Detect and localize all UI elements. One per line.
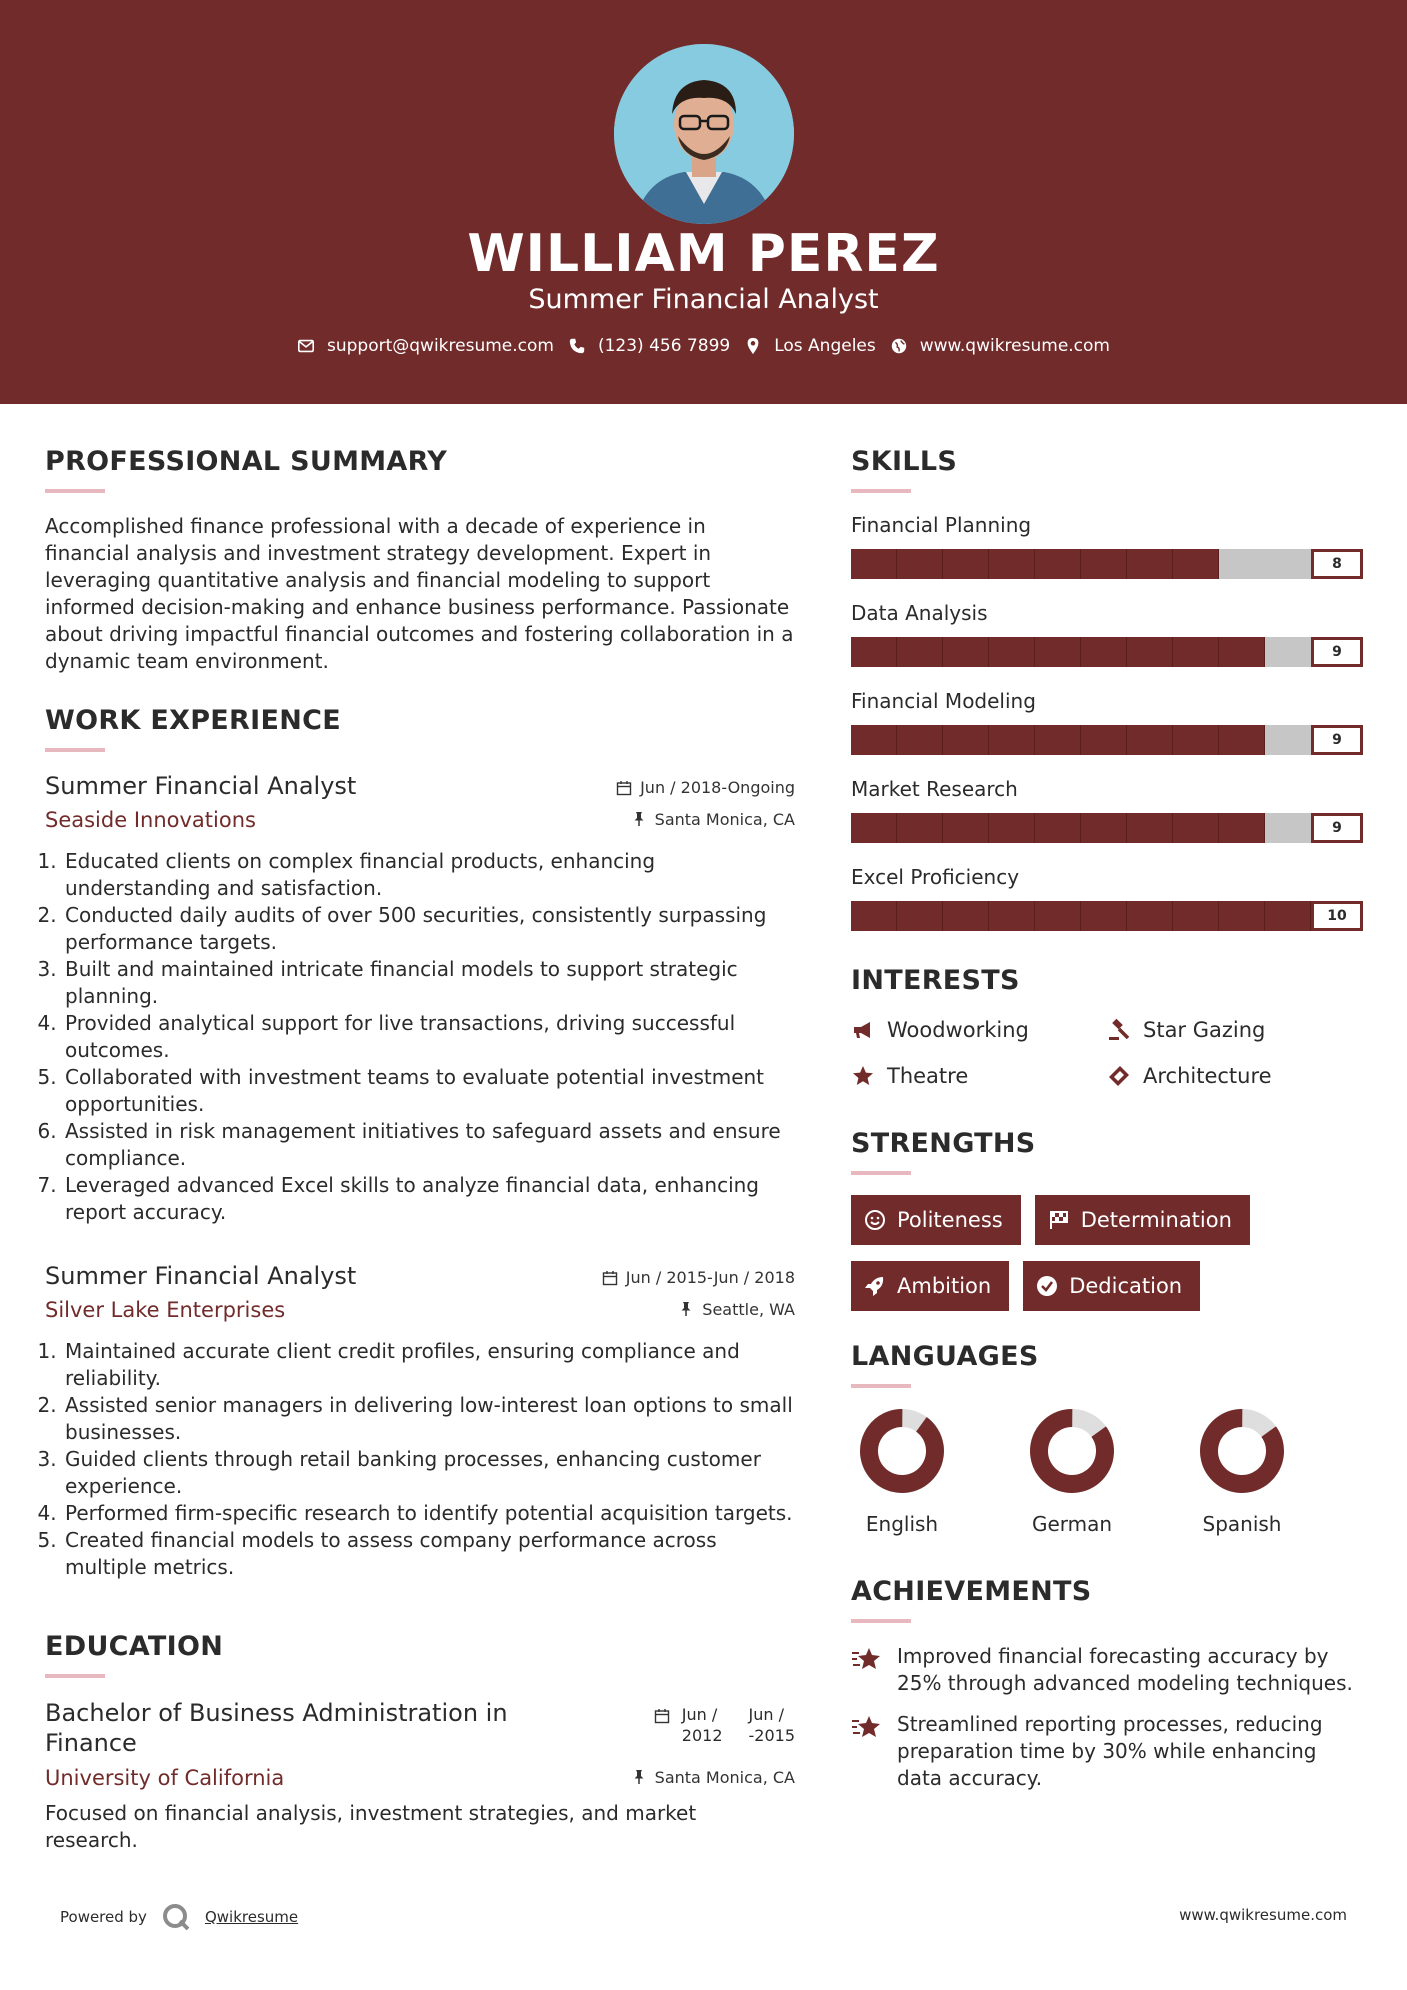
skill-segment <box>1219 901 1265 931</box>
strength-label: Determination <box>1080 1208 1232 1232</box>
list-item: 5. Created financial models to assess company performance across multiple metrics. <box>63 1527 795 1581</box>
skill-segment <box>1035 637 1081 667</box>
skill-item <box>851 601 1366 667</box>
job-bullets <box>45 1338 795 1581</box>
skill-level-badge: 9 <box>1311 637 1363 667</box>
education-heading: EDUCATION <box>45 1631 224 1662</box>
interest-label: Star Gazing <box>1143 1018 1266 1042</box>
interest-label: Architecture <box>1143 1064 1272 1088</box>
skill-segment <box>1219 813 1265 843</box>
language-name: Spanish <box>1202 1512 1282 1536</box>
skill-segment <box>1035 549 1081 579</box>
interest-item <box>1107 1064 1363 1088</box>
skill-segment <box>1081 813 1127 843</box>
strength-label: Ambition <box>897 1274 992 1298</box>
heading-underline <box>45 748 105 752</box>
list-item: 3. Built and maintained intricate financial models to support strategic planning. <box>63 956 795 1010</box>
skill-name: Data Analysis <box>851 601 988 625</box>
skill-segment <box>1081 901 1127 931</box>
skill-segment <box>897 901 943 931</box>
start-line: 2012 <box>681 1726 723 1745</box>
language-item <box>1029 1408 1115 1536</box>
education-dates <box>654 1704 795 1746</box>
job-entry <box>45 772 795 1226</box>
trophy-star-icon <box>851 1713 883 1743</box>
strengths-list <box>851 1195 1366 1311</box>
powered-by-label: Powered by <box>60 1908 147 1926</box>
resume-header <box>0 0 1407 404</box>
skill-segment <box>851 725 897 755</box>
skill-level-badge: 8 <box>1311 549 1363 579</box>
skill-segment <box>1173 725 1219 755</box>
skill-segment <box>1265 813 1311 843</box>
skill-segment <box>943 901 989 931</box>
job-location <box>631 810 795 829</box>
calendar-icon <box>616 780 632 796</box>
heading-underline <box>851 1619 911 1623</box>
education-location <box>631 1768 795 1787</box>
candidate-name: WILLIAM PEREZ <box>467 224 940 284</box>
skill-item <box>851 865 1366 931</box>
check-circle-icon <box>1035 1274 1059 1298</box>
skill-item <box>851 513 1366 579</box>
job-title: Summer Financial Analyst <box>45 1262 357 1290</box>
skill-segment <box>989 901 1035 931</box>
job-bullets <box>45 848 795 1226</box>
summary-heading: PROFESSIONAL SUMMARY <box>45 446 448 477</box>
job-dates-text: Jun / 2018-Ongoing <box>640 778 795 797</box>
summary-text: Accomplished finance professional with a decade of experience in financial analysis and investment strategy development. Expert in leveraging quantitative analysis and financial modeling to support informed decision-making and enhance business performance. Passionate about driving impactful financial outcomes and fostering collaboration in a dynamic team environment. <box>45 514 794 673</box>
list-item: 1. Educated clients on complex financial products, enhancing understanding and satisfaction. <box>63 848 795 902</box>
strength-chip <box>1035 1195 1250 1245</box>
summary-section <box>45 446 795 675</box>
skill-bar <box>851 813 1363 843</box>
skill-segment <box>851 637 897 667</box>
interest-label: Woodworking <box>887 1018 1029 1042</box>
date-dash: - <box>748 1726 755 1745</box>
list-item: 4. Provided analytical support for live transactions, driving successful outcomes. <box>63 1010 795 1064</box>
skill-segment <box>897 813 943 843</box>
strengths-heading: STRENGTHS <box>851 1128 1036 1159</box>
education-section <box>45 1631 795 1854</box>
skill-segment <box>1265 549 1311 579</box>
strength-label: Dedication <box>1069 1274 1183 1298</box>
rocket-icon <box>863 1274 887 1298</box>
skill-segment <box>1173 901 1219 931</box>
strengths-section <box>851 1128 1366 1311</box>
gavel-icon <box>1107 1018 1131 1042</box>
achievement-item <box>851 1711 1366 1792</box>
achievements-heading: ACHIEVEMENTS <box>851 1576 1092 1607</box>
languages-heading: LANGUAGES <box>851 1341 1039 1372</box>
education-location-text: Santa Monica, CA <box>654 1767 795 1787</box>
email-text: support@qwikresume.com <box>327 336 554 356</box>
achievement-text: Streamlined reporting processes, reducing preparation time by 30% while enhancing data accuracy. <box>897 1712 1323 1790</box>
contact-location <box>744 336 876 356</box>
language-item <box>1199 1408 1285 1536</box>
skill-bar <box>851 549 1363 579</box>
skill-segment <box>1219 637 1265 667</box>
skill-segment <box>1081 637 1127 667</box>
heading-underline <box>851 1171 911 1175</box>
skill-segment <box>943 813 989 843</box>
skill-segment <box>1035 725 1081 755</box>
skill-segment <box>1219 549 1265 579</box>
star-icon <box>851 1064 875 1088</box>
skill-segment <box>897 549 943 579</box>
interest-item <box>851 1064 1107 1088</box>
skill-segment <box>1265 637 1311 667</box>
list-item: 3. Guided clients through retail banking processes, enhancing customer experience. <box>63 1446 795 1500</box>
qwikresume-logo-icon <box>161 1902 191 1932</box>
skill-segment <box>1127 549 1173 579</box>
skill-segment <box>1035 901 1081 931</box>
heading-underline <box>851 1384 911 1388</box>
language-item <box>859 1408 945 1536</box>
skill-segment <box>943 725 989 755</box>
smile-icon <box>863 1208 887 1232</box>
strength-label: Politeness <box>897 1208 1003 1232</box>
skill-level-badge: 10 <box>1311 901 1363 931</box>
language-donut-arc <box>1029 1408 1115 1494</box>
qwikresume-link[interactable]: Qwikresume <box>204 1908 299 1926</box>
school-name: University of California <box>45 1766 285 1790</box>
skill-segment <box>943 549 989 579</box>
flag-icon <box>1047 1208 1071 1232</box>
skill-segment <box>1265 901 1311 931</box>
job-entry <box>45 1262 795 1581</box>
phone-text: (123) 456 7899 <box>597 336 731 356</box>
skill-bar <box>851 637 1363 667</box>
heading-underline <box>45 489 105 493</box>
pushpin-icon <box>631 1769 647 1785</box>
skill-name: Excel Proficiency <box>851 865 1020 889</box>
strength-chip <box>1023 1261 1200 1311</box>
envelope-icon <box>297 337 315 355</box>
skill-segment <box>1127 901 1173 931</box>
calendar-icon <box>602 1270 618 1286</box>
company-name: Seaside Innovations <box>45 808 256 832</box>
skill-level-badge: 9 <box>1311 813 1363 843</box>
start-line: Jun / <box>681 1705 718 1724</box>
language-name: English <box>865 1512 939 1536</box>
interest-item <box>1107 1018 1363 1042</box>
contact-website[interactable] <box>890 336 1110 356</box>
end-line: 2015 <box>754 1726 795 1745</box>
skill-level-badge: 9 <box>1311 725 1363 755</box>
phone-icon <box>568 337 586 355</box>
contact-phone[interactable] <box>568 336 730 356</box>
footer <box>0 1890 1407 1940</box>
skill-segment <box>851 549 897 579</box>
skill-segment <box>1265 725 1311 755</box>
bullhorn-icon <box>851 1018 875 1042</box>
achievement-item <box>851 1643 1366 1697</box>
interest-label: Theatre <box>887 1064 969 1088</box>
language-name: German <box>1031 1512 1113 1536</box>
skill-segment <box>943 637 989 667</box>
skill-segment <box>897 637 943 667</box>
end-line: Jun / <box>748 1705 784 1724</box>
job-dates-text: Jun / 2015-Jun / 2018 <box>625 1268 795 1287</box>
skill-segment <box>989 813 1035 843</box>
skill-name: Financial Planning <box>851 513 1032 537</box>
left-column <box>45 446 795 1854</box>
skills-list <box>851 513 1366 931</box>
education-description: Focused on financial analysis, investment strategies, and market research. <box>45 1801 697 1852</box>
job-dates <box>616 778 795 797</box>
skills-section <box>851 446 1366 931</box>
language-donut <box>1029 1408 1115 1494</box>
skill-segment <box>1173 637 1219 667</box>
education-start <box>682 1704 723 1746</box>
skill-segment <box>897 725 943 755</box>
skill-segment <box>1173 813 1219 843</box>
skill-segment <box>851 901 897 931</box>
language-donut <box>859 1408 945 1494</box>
avatar-illustration <box>614 44 794 224</box>
skill-name: Market Research <box>851 777 1018 801</box>
degree-title: Bachelor of Business Administration in Finance <box>45 1699 508 1757</box>
contact-bar <box>0 336 1407 356</box>
skill-bar <box>851 725 1363 755</box>
profile-photo <box>614 44 794 224</box>
skill-item <box>851 689 1366 755</box>
skills-heading: SKILLS <box>851 446 958 477</box>
skill-segment <box>1127 813 1173 843</box>
strength-chip <box>851 1261 1009 1311</box>
skill-segment <box>1035 813 1081 843</box>
work-section <box>45 705 795 1581</box>
skill-segment <box>1081 725 1127 755</box>
list-item: 1. Maintained accurate client credit profiles, ensuring compliance and reliability. <box>63 1338 795 1392</box>
languages-section <box>851 1341 1366 1536</box>
achievements-section <box>851 1576 1366 1792</box>
skill-segment <box>989 725 1035 755</box>
pushpin-icon <box>631 811 647 827</box>
skill-segment <box>1219 725 1265 755</box>
work-heading: WORK EXPERIENCE <box>45 705 341 736</box>
trophy-star-icon <box>851 1645 883 1675</box>
list-item: 5. Collaborated with investment teams to evaluate potential investment opportunities. <box>63 1064 795 1118</box>
skill-item <box>851 777 1366 843</box>
website-text: www.qwikresume.com <box>919 336 1110 356</box>
ticket-icon <box>1107 1064 1131 1088</box>
skill-segment <box>1173 549 1219 579</box>
heading-underline <box>851 489 911 493</box>
calendar-icon <box>654 1708 670 1724</box>
list-item: 2. Assisted senior managers in delivering low-interest loan options to small businesses. <box>63 1392 795 1446</box>
skill-segment <box>1127 637 1173 667</box>
job-dates <box>602 1268 795 1287</box>
location-text: Los Angeles <box>774 336 876 356</box>
interests-heading: INTERESTS <box>851 965 1020 996</box>
map-pin-icon <box>744 337 762 355</box>
list-item: 4. Performed firm-specific research to identify potential acquisition targets. <box>63 1500 795 1527</box>
company-name: Silver Lake Enterprises <box>45 1298 286 1322</box>
right-column <box>851 446 1366 1806</box>
interest-item <box>851 1018 1107 1042</box>
interests-list <box>851 1018 1366 1088</box>
pushpin-icon <box>678 1301 694 1317</box>
skill-segment <box>1081 549 1127 579</box>
candidate-title: Summer Financial Analyst <box>528 284 879 315</box>
skill-bar <box>851 901 1363 931</box>
footer-url[interactable]: www.qwikresume.com <box>1179 1906 1347 1924</box>
skill-segment <box>989 637 1035 667</box>
language-donut <box>1199 1408 1285 1494</box>
globe-icon <box>890 337 908 355</box>
job-location <box>678 1300 795 1319</box>
skill-segment <box>989 549 1035 579</box>
skill-segment <box>851 813 897 843</box>
language-donut-arc <box>859 1408 945 1494</box>
list-item: 7. Leveraged advanced Excel skills to analyze financial data, enhancing report accuracy. <box>63 1172 795 1226</box>
heading-underline <box>45 1674 105 1678</box>
skill-segment <box>1127 725 1173 755</box>
strength-chip <box>851 1195 1021 1245</box>
languages-list <box>851 1408 1366 1536</box>
list-item: 2. Conducted daily audits of over 500 securities, consistently surpassing performance targets. <box>63 902 795 956</box>
list-item: 6. Assisted in risk management initiatives to safeguard assets and ensure compliance. <box>63 1118 795 1172</box>
job-location-text: Santa Monica, CA <box>654 809 795 829</box>
language-donut-arc <box>1199 1408 1285 1494</box>
powered-by <box>60 1902 298 1932</box>
education-end <box>749 1704 796 1746</box>
interests-section <box>851 965 1366 1088</box>
job-location-text: Seattle, WA <box>702 1299 795 1319</box>
job-title: Summer Financial Analyst <box>45 772 357 800</box>
achievement-text: Improved financial forecasting accuracy by 25% through advanced modeling techniques. <box>897 1644 1353 1695</box>
skill-name: Financial Modeling <box>851 689 1036 713</box>
contact-email[interactable] <box>297 336 554 356</box>
